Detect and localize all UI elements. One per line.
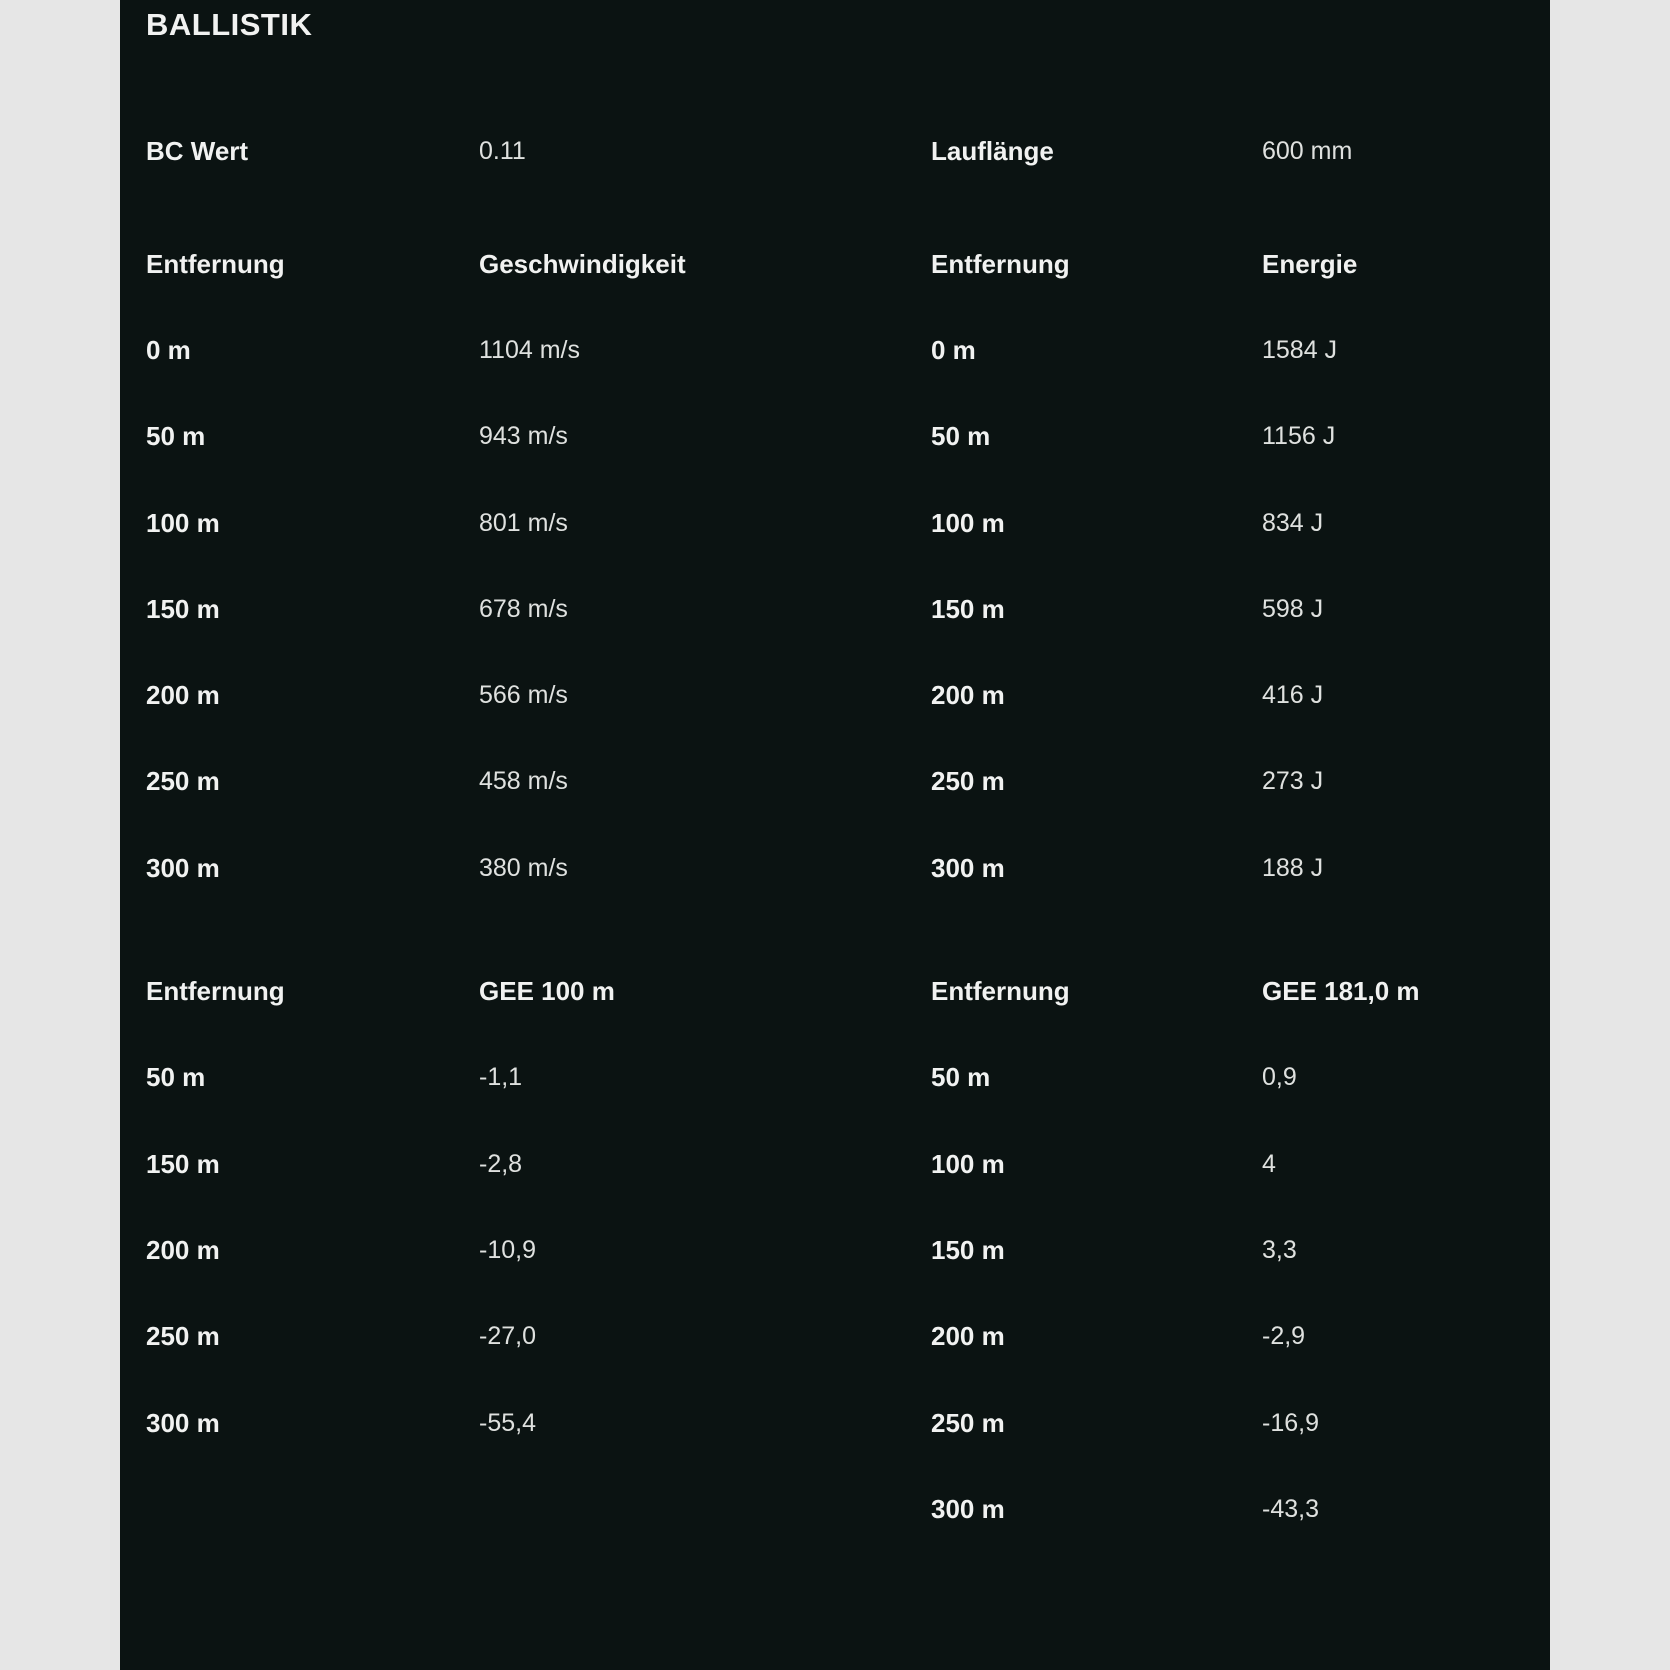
velocity-cell: 380 m/s <box>479 853 568 882</box>
gee100-cell: -1,1 <box>479 1063 523 1092</box>
distance-cell: 300 m <box>931 1493 1005 1524</box>
velocity-header: Geschwindigkeit <box>479 248 686 279</box>
velocity-cell: 1104 m/s <box>479 335 580 364</box>
distance-cell: 150 m <box>146 1148 220 1179</box>
gee181-distance-header: Entfernung <box>931 976 1070 1007</box>
gee181-header: GEE 181,0 m <box>1262 976 1420 1007</box>
energy-distance-header: Entfernung <box>931 248 1070 279</box>
velocity-cell: 801 m/s <box>479 508 568 537</box>
distance-cell: 200 m <box>146 680 220 711</box>
distance-cell: 150 m <box>146 593 220 624</box>
velocity-cell: 458 m/s <box>479 767 568 796</box>
distance-cell: 200 m <box>146 1234 220 1265</box>
gee181-cell: -43,3 <box>1262 1494 1319 1523</box>
distance-cell: 50 m <box>146 421 206 452</box>
distance-cell: 150 m <box>931 1234 1005 1265</box>
ballistics-panel <box>120 0 1550 1670</box>
distance-cell: 50 m <box>931 1062 991 1093</box>
distance-cell: 150 m <box>931 593 1005 624</box>
distance-cell: 100 m <box>931 507 1005 538</box>
velocity-cell: 943 m/s <box>479 422 568 451</box>
gee181-cell: 4 <box>1262 1149 1276 1178</box>
energy-cell: 416 J <box>1262 681 1324 710</box>
velocity-cell: 566 m/s <box>479 681 568 710</box>
energy-header: Energie <box>1262 248 1358 279</box>
gee100-cell: -55,4 <box>479 1408 536 1437</box>
gee100-cell: -27,0 <box>479 1322 536 1351</box>
gee181-cell: 0,9 <box>1262 1063 1297 1092</box>
energy-cell: 1584 J <box>1262 335 1338 364</box>
energy-cell: 834 J <box>1262 508 1324 537</box>
gee181-cell: -2,9 <box>1262 1322 1306 1351</box>
distance-cell: 0 m <box>146 334 191 365</box>
energy-cell: 273 J <box>1262 767 1324 796</box>
info-row <box>146 131 1550 171</box>
distance-cell: 200 m <box>931 1321 1005 1352</box>
gee100-distance-header: Entfernung <box>146 976 285 1007</box>
velocity-distance-header: Entfernung <box>146 248 285 279</box>
distance-cell: 250 m <box>146 1321 220 1352</box>
empty-cell <box>146 1466 479 1552</box>
distance-cell: 300 m <box>146 852 220 883</box>
gee181-cell: 3,3 <box>1262 1235 1297 1264</box>
distance-cell: 250 m <box>931 766 1005 797</box>
distance-cell: 300 m <box>931 852 1005 883</box>
energy-cell: 188 J <box>1262 853 1324 882</box>
distance-cell: 100 m <box>146 507 220 538</box>
distance-cell: 50 m <box>146 1062 206 1093</box>
gee100-cell: -2,8 <box>479 1149 523 1178</box>
distance-cell: 300 m <box>146 1407 220 1438</box>
velocity-cell: 678 m/s <box>479 594 568 623</box>
page-title: BALLISTIK <box>146 7 313 42</box>
energy-cell: 1156 J <box>1262 422 1336 451</box>
barrel-length-label: Lauflänge <box>931 136 1054 166</box>
distance-cell: 200 m <box>931 680 1005 711</box>
gee181-cell: -16,9 <box>1262 1408 1319 1437</box>
distance-cell: 250 m <box>146 766 220 797</box>
gee100-cell: -10,9 <box>479 1235 536 1264</box>
gee100-header: GEE 100 m <box>479 976 615 1007</box>
distance-cell: 100 m <box>931 1148 1005 1179</box>
empty-cell <box>479 1466 931 1552</box>
bc-value-label: BC Wert <box>146 136 249 166</box>
distance-cell: 50 m <box>931 421 991 452</box>
distance-cell: 0 m <box>931 334 976 365</box>
energy-cell: 598 J <box>1262 594 1324 623</box>
bc-value: 0.11 <box>479 137 526 165</box>
gee-table <box>146 948 1550 1552</box>
barrel-length-value: 600 mm <box>1262 137 1353 165</box>
distance-cell: 250 m <box>931 1407 1005 1438</box>
velocity-energy-table <box>146 221 1550 911</box>
